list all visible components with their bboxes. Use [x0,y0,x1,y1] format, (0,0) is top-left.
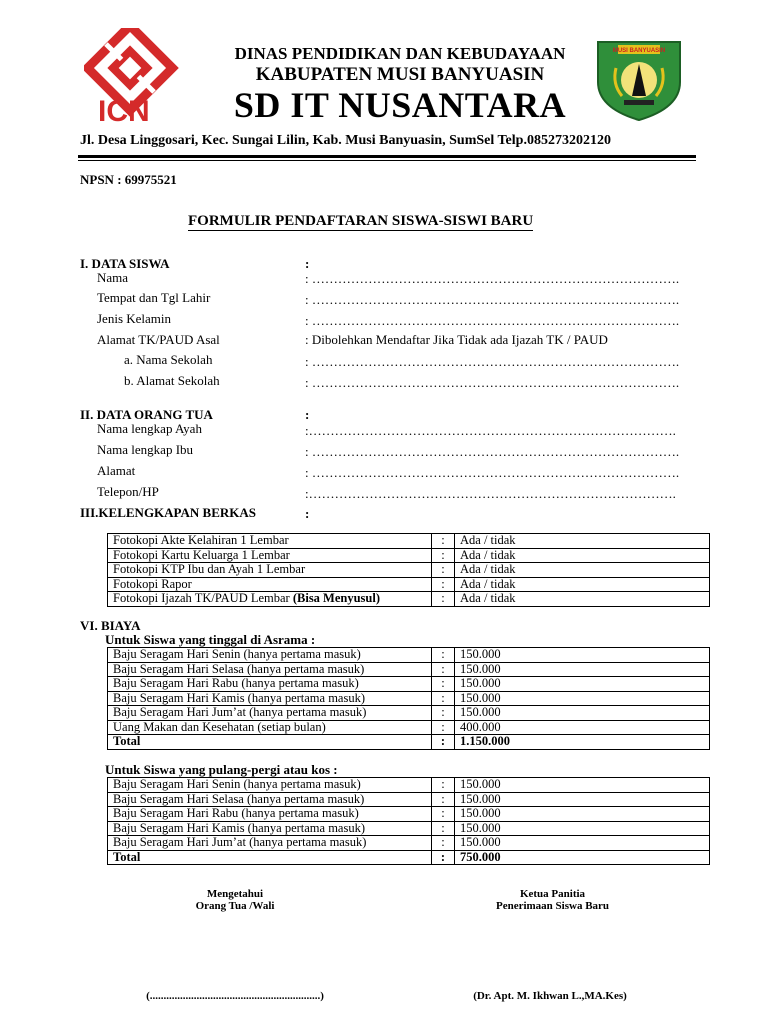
school-address: Jl. Desa Linggosari, Kec. Sungai Lilin, Kab. Musi Banyuasin, SumSel Telp.085273202120 [80,133,611,148]
total-label: Total [108,735,432,750]
regency-crest-icon [594,38,684,122]
field-alamat-sekolah-label: b. Alamat Sekolah [124,373,220,388]
cost-item: Baju Seragam Hari Kamis (hanya pertama masuk) [108,691,432,706]
field-telepon-dots[interactable]: :…………………………………………………………………………. [305,486,676,501]
berkas-value[interactable]: Ada / tidak [455,592,710,607]
berkas-item [108,592,432,607]
cost-item: Baju Seragam Hari Senin (hanya pertama masuk) [108,778,432,793]
cost-colon: : [432,677,455,692]
cost-colon: : [432,691,455,706]
cost-value: 150.000 [455,677,710,692]
berkas-item-note: (Bisa Menyusul) [292,591,381,606]
field-alamat-tk-label: Alamat TK/PAUD Asal [97,332,220,347]
table-row [108,677,710,692]
field-ttl-dots[interactable]: : …………………………………………………………………………. [305,292,680,307]
field-alamat-dots[interactable]: : …………………………………………………………………………. [305,465,680,480]
cost-value: 150.000 [455,807,710,822]
cost-item: Baju Seragam Hari Rabu (hanya pertama masuk) [108,677,432,692]
cost-colon: : [432,850,455,865]
total-value: 1.150.000 [455,735,710,750]
cost-colon: : [432,792,455,807]
cost-value: 150.000 [455,662,710,677]
svg-text:MUSI BANYUASIN: MUSI BANYUASIN [612,48,666,54]
table-row [108,836,710,851]
field-nama-label: Nama [97,270,129,285]
npsn: NPSN : 69975521 [80,172,177,187]
school-name: SD IT NUSANTARA [233,85,567,125]
cost-value: 150.000 [455,691,710,706]
field-ttl-label: Tempat dan Tgl Lahir [97,290,211,305]
cost-value: 150.000 [455,821,710,836]
cost-item: Baju Seragam Hari Selasa (hanya pertama masuk) [108,662,432,677]
signature-right-name: (Dr. Apt. M. Ikhwan L.,MA.Kes) [473,990,627,1002]
left-logo [84,28,188,124]
berkas-colon: : [432,548,455,563]
section-berkas-colon: : [305,506,310,521]
berkas-item: Fotokopi KTP Ibu dan Ayah 1 Lembar [108,563,432,578]
berkas-item: Fotokopi Rapor [108,577,432,592]
header-rule-thick [78,155,696,158]
total-value: 750.000 [455,850,710,865]
asrama-title: Untuk Siswa yang tinggal di Asrama : [105,632,316,647]
cost-colon: : [432,720,455,735]
header-regency: KABUPATEN MUSI BANYUASIN [255,64,545,85]
svg-text:ICN: ICN [98,95,150,124]
cost-item: Baju Seragam Hari Selasa (hanya pertama masuk) [108,792,432,807]
cost-colon: : [432,648,455,663]
field-nama-sekolah-label: a. Nama Sekolah [124,352,213,367]
table-row [108,792,710,807]
signature-right-line2: Penerimaan Siswa Baru [495,900,610,912]
field-ibu-label: Nama lengkap Ibu [97,442,194,457]
field-alamat-tk-note: : Dibolehkan Mendaftar Jika Tidak ada Ijazah TK / PAUD [305,332,608,347]
signature-left-title [150,888,320,912]
cost-item: Baju Seragam Hari Rabu (hanya pertama masuk) [108,807,432,822]
table-row [108,691,710,706]
cost-value: 150.000 [455,836,710,851]
signature-right-title [465,888,640,912]
table-row [108,563,710,578]
cost-value: 150.000 [455,792,710,807]
kos-title: Untuk Siswa yang pulang-pergi atau kos : [105,762,338,777]
field-nama-dots[interactable]: : …………………………………………………………………………. [305,271,680,286]
form-title: FORMULIR PENDAFTARAN SISWA-SISWI BARU [188,213,534,229]
field-jenis-kelamin-dots[interactable]: : …………………………………………………………………………. [305,313,680,328]
cost-value: 150.000 [455,778,710,793]
field-ibu-dots[interactable]: : …………………………………………………………………………. [305,444,680,459]
berkas-item-text: Fotokopi Ijazah TK/PAUD Lembar [113,591,290,606]
kos-cost-table [107,777,710,865]
total-row [108,735,710,750]
berkas-item: Fotokopi Akte Kelahiran 1 Lembar [108,534,432,549]
cost-value: 400.000 [455,720,710,735]
berkas-colon: : [432,577,455,592]
table-row [108,821,710,836]
cost-colon: : [432,662,455,677]
cost-item: Baju Seragam Hari Kamis (hanya pertama masuk) [108,821,432,836]
table-row [108,778,710,793]
cost-colon: : [432,778,455,793]
table-row [108,648,710,663]
section-biaya-heading: VI. BIAYA [80,618,141,633]
berkas-item: Fotokopi Kartu Keluarga 1 Lembar [108,548,432,563]
berkas-value[interactable]: Ada / tidak [455,548,710,563]
right-logo [594,38,684,122]
field-nama-sekolah-dots[interactable]: : …………………………………………………………………………. [305,354,680,369]
table-row [108,706,710,721]
asrama-cost-table [107,647,710,750]
cost-item: Uang Makan dan Kesehatan (setiap bulan) [108,720,432,735]
field-jenis-kelamin-label: Jenis Kelamin [97,311,172,326]
field-ayah-dots[interactable]: :…………………………………………………………………………. [305,423,676,438]
table-row [108,577,710,592]
signature-left-line2: Orang Tua /Wali [195,900,275,912]
field-ayah-label: Nama lengkap Ayah [97,421,202,436]
berkas-colon: : [432,592,455,607]
section-orang-tua-colon: : [305,407,310,422]
field-alamat-sekolah-dots[interactable]: : …………………………………………………………………………. [305,375,680,390]
table-row [108,720,710,735]
cost-colon: : [432,836,455,851]
berkas-value[interactable]: Ada / tidak [455,577,710,592]
section-data-siswa-colon: : [305,256,310,271]
cost-item: Baju Seragam Hari Jum’at (hanya pertama masuk) [108,706,432,721]
section-data-siswa-heading: I. DATA SISWA [80,256,170,271]
icn-logo-icon [84,28,188,124]
section-berkas-heading: III.KELENGKAPAN BERKAS [80,505,257,520]
field-telepon-label: Telepon/HP [97,484,159,499]
field-alamat-label: Alamat [97,463,136,478]
header-department: DINAS PENDIDIKAN DAN KEBUDAYAAN [234,44,566,63]
total-label: Total [108,850,432,865]
signature-left-name[interactable]: (..............................................................) [146,990,324,1002]
berkas-colon: : [432,534,455,549]
table-row [108,807,710,822]
berkas-value[interactable]: Ada / tidak [455,534,710,549]
cost-item: Baju Seragam Hari Jum’at (hanya pertama masuk) [108,836,432,851]
total-row [108,850,710,865]
signature-left-line1: Mengetahui [206,888,264,900]
cost-colon: : [432,821,455,836]
berkas-colon: : [432,563,455,578]
table-row [108,592,710,607]
cost-colon: : [432,706,455,721]
table-row [108,662,710,677]
cost-value: 150.000 [455,706,710,721]
section-orang-tua-heading: II. DATA ORANG TUA [80,407,213,422]
cost-colon: : [432,807,455,822]
table-row [108,548,710,563]
table-row [108,534,710,549]
cost-item: Baju Seragam Hari Senin (hanya pertama masuk) [108,648,432,663]
berkas-table [107,533,710,607]
cost-colon: : [432,735,455,750]
cost-value: 150.000 [455,648,710,663]
header-rule-thin [78,160,696,161]
signature-right-line1: Ketua Panitia [519,888,586,900]
berkas-value[interactable]: Ada / tidak [455,563,710,578]
